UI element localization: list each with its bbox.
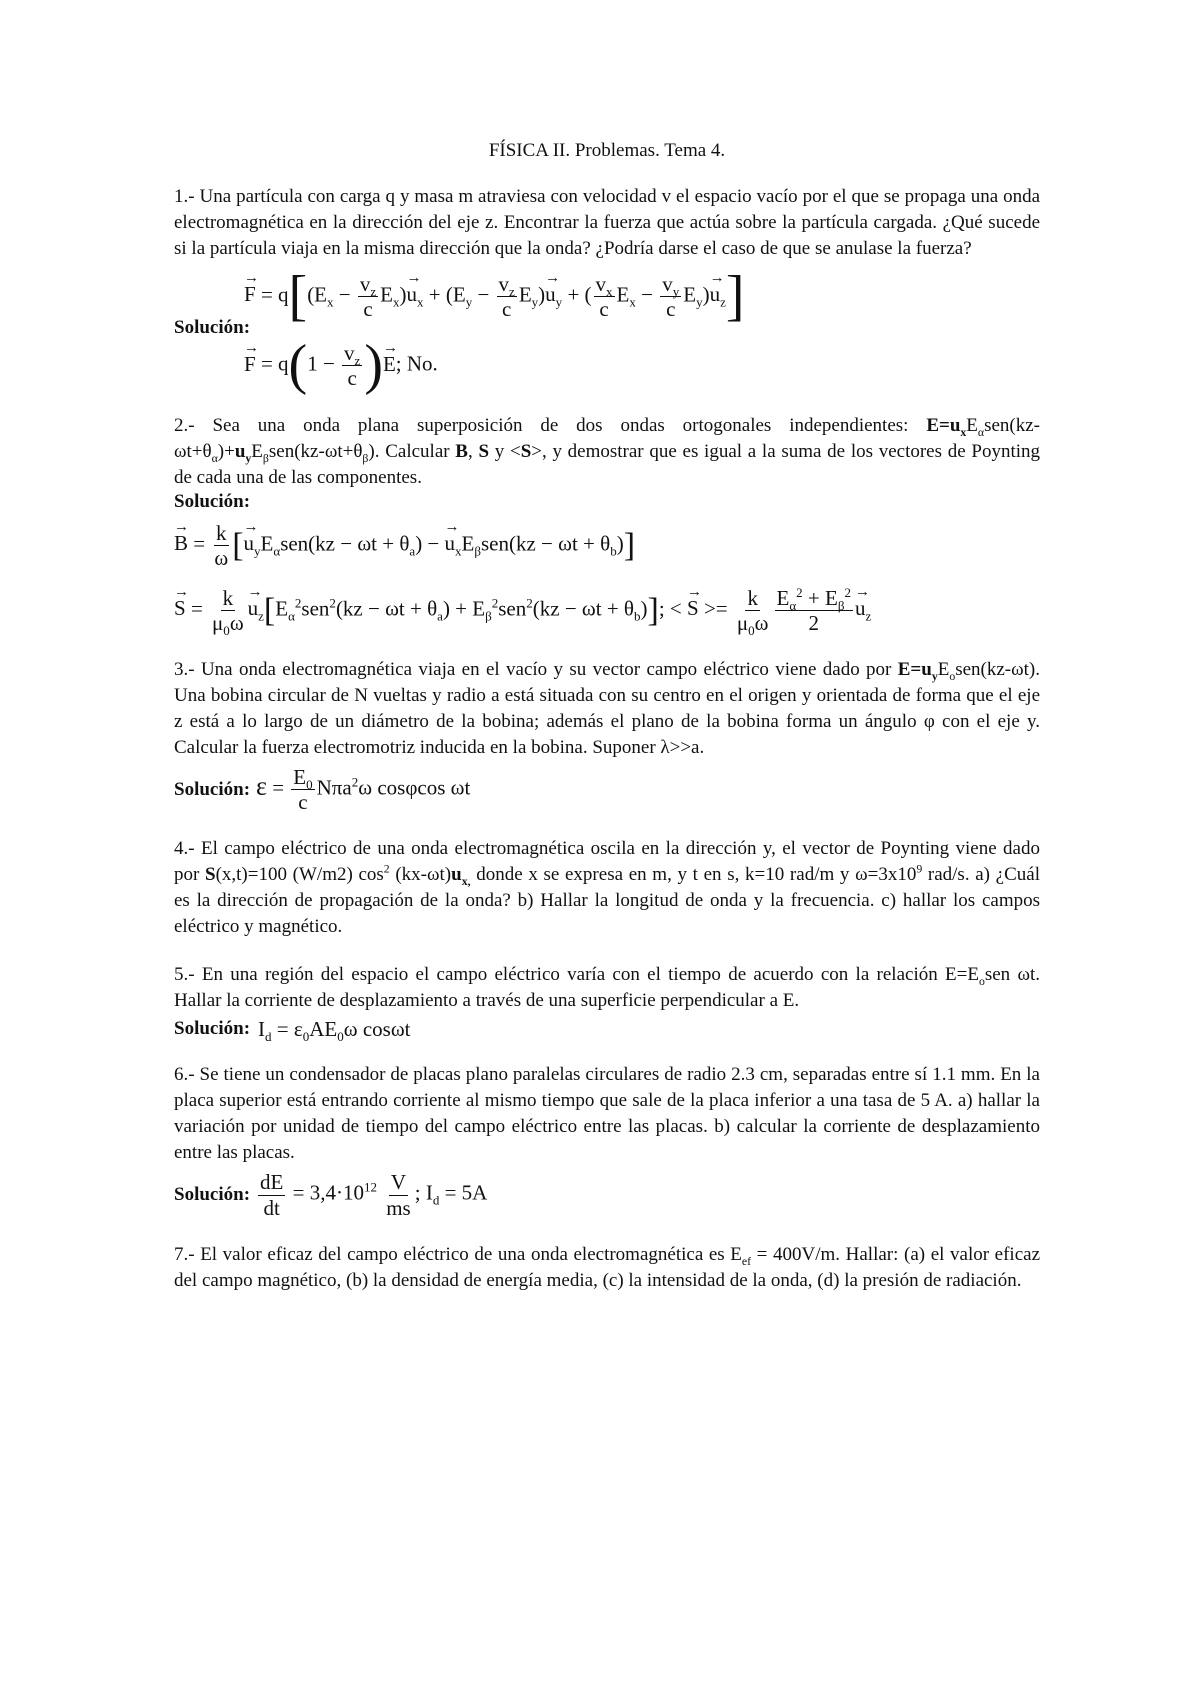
- problem-4-text-g: rad/s. a) ¿Cuál es la dirección de propagación de la onda? b) Hallar la longitud de onda y la frecuencia. c) hallar los campos eléctrico y magnético.: [174, 864, 1040, 938]
- problem-4-text-b: S: [205, 864, 216, 886]
- problem-1-text: 1.- Una partícula con carga q y masa m atraviesa con velocidad v el espacio vacío por el que se propaga una onda electromagnética en la dirección del eje z. Encontrar la fuerza que actúa sobre la partícula cargada. ¿Qué sucede si la partícula viaja en la misma dirección que la onda? ¿Podría darse el caso de que se anulase la fuerza?: [174, 186, 1040, 259]
- problem-1-equation-solution: → F = q(1 − $\frac{v_z}{c}$ )→ E; No.: [244, 341, 1040, 390]
- problem-3-equation: ε = $\frac{E_0}{c}$ Nπa$^2$ω cosφcos ωt: [256, 765, 471, 815]
- problem-2-text-n: S: [520, 440, 532, 462]
- problem-1: [174, 184, 1040, 262]
- problem-6: [174, 1062, 1040, 1166]
- problem-3-solution-label: Solución:: [174, 778, 251, 800]
- problem-2-text-d: sen(kz-ωt+θ: [174, 414, 1040, 462]
- problem-4-text-c: (x,t)=100 (W/m2) cos: [215, 864, 384, 886]
- problem-3-text-c: E: [937, 659, 950, 681]
- problem-2-equation-s: → S = $\frac{k}{\mu_0\omega}$ → $u_z[E_\alpha^2sen^2(kz - \omega t + \theta_a) + E_\beta^2sen^2(kz - \omega t + \theta_b)]$; < → S >= $\frac{k}{\mu_0\omega}$ $\frac{E_\alpha^2 + E_\beta^2}{2}$ → $u_z$: [174, 586, 1040, 635]
- problem-4: 4.- El campo eléctrico de una onda electromagnética oscila en la dirección y, el vector de Poynting viene dado por S(x,t)=100 (W/m2) $\cos^2 (kx-\omega t)u_{x,}$ donde x se expresa en m, y t en s, k=10 rad/m y $\omega=3x10^9$ rad/s. a) ¿Cuál es la dirección de propagación de la onda? b) Hallar la longitud de onda y la frecuencia. c) hallar los campos eléctrico y magnético.: [174, 838, 1040, 938]
- problem-2-text-i: ). Calcular: [368, 440, 456, 462]
- problem-5-equation: $I_d = \varepsilon_0AE_0\omega$ cosωt: [258, 1016, 411, 1045]
- problem-1-solution-label: Solución:: [174, 317, 251, 339]
- problem-7-text-a: 7.- El valor eficaz del campo eléctrico de una onda electromagnética es E: [174, 1243, 742, 1265]
- problem-3-text-a: 3.- Una onda electromagnética viaja en el vacío y su vector campo eléctrico viene dado por: [174, 659, 898, 681]
- problem-2-text-a: 2.- Sea una onda plana superposición de dos ondas ortogonales independientes:: [174, 414, 927, 436]
- problem-4-text-a: 4.- El campo eléctrico de una onda electromagnética oscila en la dirección y, el vector de Poynting viene dado por: [174, 838, 1040, 886]
- problem-1-answer-tail: ; No.: [395, 351, 438, 376]
- problem-2-text-b: E=u: [926, 414, 961, 436]
- problem-2-text-j: B: [455, 440, 468, 462]
- problem-4-text-f: donde x se expresa en m, y t en s, k=10 rad/m y ω=3x10: [470, 864, 917, 886]
- problem-5-text-b: sen ωt. Hallar la corriente de desplazamiento a través de una superficie perpendicular a E.: [174, 964, 1040, 1012]
- problem-2-text-h: sen(kz-ωt+θ: [268, 440, 363, 462]
- problem-6-equation: $\frac{dE}{dt}$ = $3,4\cdot 10^{12}$ $\frac{V}{ms}$ ; $I_d = 5A$: [260, 1170, 488, 1220]
- problem-6-text: 6.- Se tiene un condensador de placas plano paralelas circulares de radio 2.3 cm, separadas entre sí 1.1 mm. En la placa superior está entrando corriente al mismo tiempo que sale de la placa inferior a una tasa de 5 A. a) hallar la variación por unidad de tiempo del campo eléctrico entre las placas. b) calcular la corriente de desplazamiento entre las placas.: [174, 1064, 1040, 1164]
- problem-2-equation-b: → B = $\frac{k}{\omega}$ [→ $u_yE_\alpha sen(kz - \omega t + \theta_a)$ − → $u_xE_\beta sen(kz - \omega t + \theta_b)$]: [174, 521, 1040, 570]
- problem-2-text-g: E: [251, 440, 263, 462]
- problem-2-text-m: y <: [489, 440, 521, 462]
- problem-6-solution-label: Solución:: [174, 1184, 251, 1206]
- problem-2-text-l: S: [478, 440, 490, 462]
- problem-5-solution-label: Solución:: [174, 1018, 251, 1040]
- problem-1-equation-force: → $F = q[(E_x$ − $\frac{v_z}{c}$ $E_x)\to u_x + (E_y$ − $\frac{v_z}{c}$ $E_y)\to u_y$ + ( $\frac{v_x}{c}$ $E_x$ − $\frac{v_y}{c}$ $E_y)\to u_z$]: [244, 272, 1040, 321]
- problem-7: 7.- El valor eficaz del campo eléctrico de una onda electromagnética es $E_{ef} = 400V/m$. Hallar: (a) el valor eficaz del campo magnético, (b) la densidad de energía media, (c) la intensidad de la onda, (d) la presión de radiación.: [174, 1243, 1041, 1291]
- problem-2-text-f: u: [234, 440, 246, 462]
- problem-3-text-b: E=u: [897, 659, 932, 681]
- page-title: FÍSICA II. Problemas. Tema 4.: [488, 140, 726, 161]
- problem-5: 5.- En una región del espacio el campo eléctrico varía con el tiempo de acuerdo con la relación $E=E_osen$ ωt. Hallar la corriente de desplazamiento a través de una superficie perpendicular a E.: [174, 964, 1040, 1012]
- problem-2-text-k: ,: [467, 440, 479, 462]
- document-page: [174, 140, 1040, 1294]
- problem-4-text-e: u: [451, 864, 462, 886]
- problem-3-text-d: sen(kz-ωt). Una bobina circular de N vueltas y radio a está situada con su centro en el origen y orientada de forma que el eje z está a lo largo de un diámetro de la bobina; además el plano de la bobina forma un ángulo φ con el eje y. Calcular la fuerza electromotriz inducida en la bobina. Suponer λ>>a.: [174, 659, 1040, 759]
- problem-2-solution-label: Solución:: [174, 490, 251, 512]
- problem-7-text-b: = 400V/m. Hallar: (a) el valor eficaz del campo magnético, (b) la densidad de energía media, (c) la intensidad de la onda, (d) la presión de radiación.: [174, 1243, 1041, 1291]
- problem-2-text-c: E: [966, 414, 978, 436]
- problem-2-text-o: >, y demostrar que es igual a la suma de los vectores de Poynting de cada una de las componentes.: [174, 440, 1041, 488]
- problem-5-text-a: 5.- En una región del espacio el campo eléctrico varía con el tiempo de acuerdo con la relación E=E: [174, 964, 979, 986]
- problem-4-text-d: (kx-ωt): [389, 864, 452, 886]
- problem-2-text-e: )+: [217, 440, 235, 462]
- problem-3: 3.- Una onda electromagnética viaja en el vacío y su vector campo eléctrico viene dado por $E=u_yE_osen(kz-\omega t)$. Una bobina circular de N vueltas y radio a está situada con su centro en el origen y orientada de forma que el eje z está a lo largo de un diámetro de la bobina; además el plano de la bobina forma un ángulo φ con el eje y. Calcular la fuerza electromotriz inducida en la bobina. Suponer λ>>a.: [174, 659, 1040, 759]
- problem-2: 2.- Sea una onda plana superposición de dos ondas ortogonales independientes: $E=u_xE_\alpha sen(kz-\omega t+\theta_\alpha)+u_yE_\beta sen(kz-\omega t+\theta_\beta)$. Calcular B, S y <S>, y demostrar que es igual a la suma de los vectores de Poynting de cada una de las componentes.: [174, 414, 1041, 488]
